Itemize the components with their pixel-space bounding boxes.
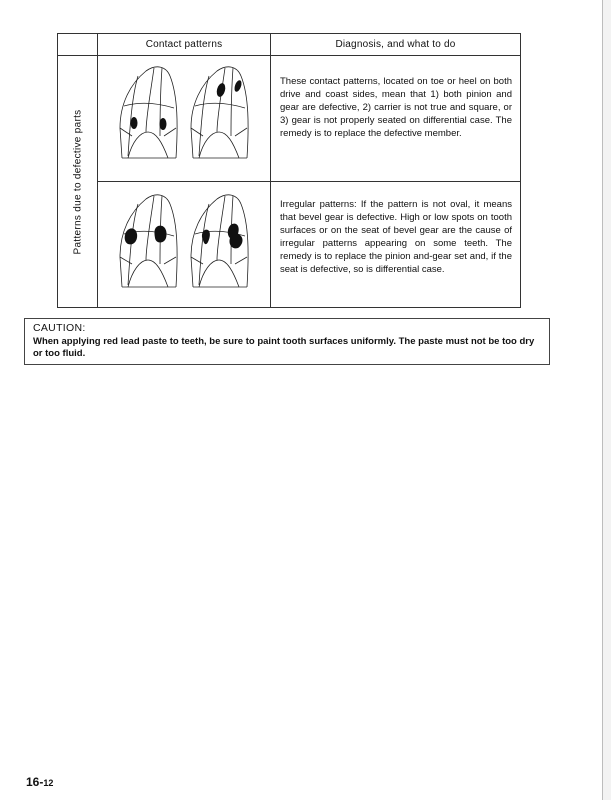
- caution-title: CAUTION:: [33, 322, 86, 334]
- header-blank-cell: [58, 34, 98, 56]
- contact-pattern-table: [57, 33, 521, 308]
- header-contact-patterns: Contact patterns: [98, 34, 271, 56]
- gear-tooth-toe-heel-figure: [98, 56, 271, 181]
- row-group-label: Patterns due to defective parts: [72, 109, 83, 254]
- diagnosis-text-row-2: Irregular patterns: If the pattern is not oval, it means that bevel gear is defective. High or low spots on tooth surfaces or on the seat of bevel gear are the cause of irregular patterns appearing on some teeth. The remedy is to replace the pinion and-gear set and, if the seat is defective, so is differential case.: [271, 182, 521, 308]
- figure-cell-row-1: [98, 56, 271, 182]
- row-group-label-cell: [58, 56, 98, 308]
- diagnosis-text-row-1: These contact patterns, located on toe or heel on both drive and coast sides, mean that 1) both pinion and gear are defective, 2) carrier is not true and square, or 3) gear is not properly seated on differential case. The remedy is to replace the defective member.: [271, 56, 521, 182]
- gear-tooth-irregular-figure: [98, 182, 271, 307]
- page-number-sub: 12: [43, 778, 54, 788]
- page-number-main: 16-: [26, 775, 44, 789]
- page-number: [26, 775, 53, 789]
- caution-box: [24, 318, 550, 365]
- caution-text: When applying red lead paste to teeth, be sure to paint tooth surfaces uniformly. The paste must not be too dry or too fluid.: [33, 335, 535, 359]
- figure-cell-row-2: [98, 182, 271, 308]
- header-diagnosis: Diagnosis, and what to do: [271, 34, 521, 56]
